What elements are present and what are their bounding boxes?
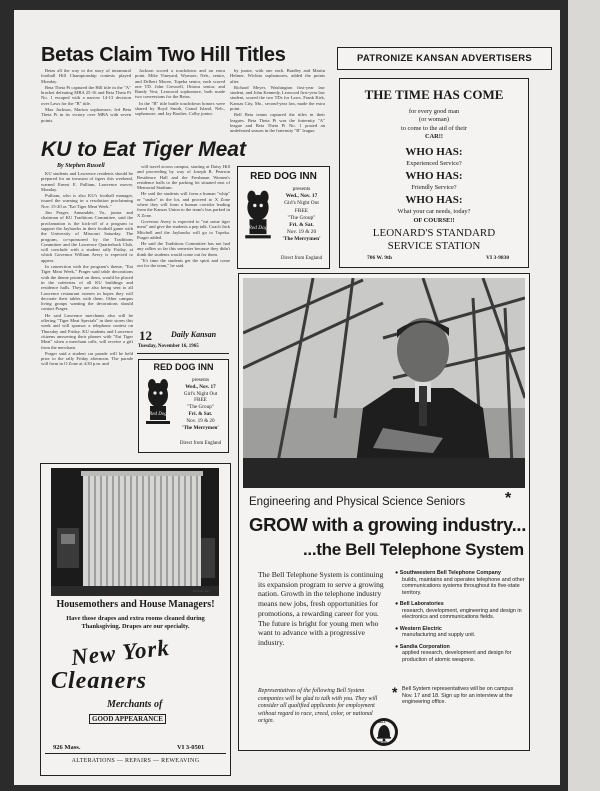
question-2: Friendly Service? bbox=[411, 184, 457, 191]
cleaners-logo bbox=[45, 634, 226, 736]
ku-col-2 bbox=[137, 164, 230, 314]
asterisk-icon: * bbox=[505, 490, 512, 507]
reddog-dog-logo-icon bbox=[142, 377, 174, 427]
cleaners-headline: Housemothers and House Managers! bbox=[56, 599, 215, 610]
company-desc: applied research, development and design for production of atomic weapons. bbox=[402, 650, 512, 663]
logo-good-appearance: GOOD APPEARANCE bbox=[89, 714, 166, 724]
leonard-ad bbox=[339, 78, 529, 268]
patronize-banner: PATRONIZE KANSAN ADVERTISERS bbox=[337, 47, 552, 70]
bell-companies bbox=[395, 570, 525, 668]
cleaners-services: ALTERATIONS — REPAIRS — REWEAVING bbox=[71, 758, 200, 764]
reddog-origin: Direct from England bbox=[179, 441, 222, 446]
presents-text: presents bbox=[192, 377, 209, 383]
of-course: OF COURSE!! bbox=[413, 217, 455, 224]
reddog-ad-large bbox=[237, 166, 330, 269]
who-has-3: WHO HAS: bbox=[405, 194, 463, 206]
who-has-1: WHO HAS: bbox=[405, 146, 463, 158]
event-text: Girl's Night Out bbox=[183, 390, 218, 397]
folio-line bbox=[137, 328, 229, 356]
leonard-intro bbox=[340, 108, 528, 142]
reddog-ad-small bbox=[138, 359, 229, 453]
station-line-1: LEONARD'S STANDARD bbox=[372, 227, 496, 239]
company-name: Sandia Corporation bbox=[399, 643, 450, 650]
date-text: Wed., Nov. 17 bbox=[185, 383, 216, 390]
paragraph: Jim Prager, Annandale, Va., junior and chairman of KU Traditions Committee, said the proclamation is the kick-off of a program to support the Jayhawks in their football game with the University of Missouri Saturday. The program, co-sponsored by the Traditions Committee and the Lawrence Quarterback Club, will conclude with a student rally Friday, at which Governor William Avery is expected to appear. bbox=[41, 210, 133, 263]
reddog-dog-logo-icon bbox=[241, 188, 275, 242]
company-name: Western Electric bbox=[399, 625, 442, 632]
paragraph: KU students and Lawrence residents should be prepared for an invasion of tigers this weekend, warned Ernest E. Pulliam, Lawrence mover, Monday. bbox=[41, 171, 133, 192]
adjacent-page-edge bbox=[568, 0, 600, 791]
company-item: ● Bell Laboratories research, development, engineering and design in electronics and communications fields. bbox=[395, 601, 525, 621]
bell-body: The Bell Telephone System is continuing its expansion program to serve a growing nation. Growth in the telephone industry means new jobs, fresh opportunities for promotions, a rewarding career for you. The future is bright for young men who want to advance with a progressive industry. bbox=[258, 570, 384, 647]
station-line-2: SERVICE STATION bbox=[387, 240, 481, 252]
intro-line: for every good man bbox=[408, 108, 460, 115]
logo-new-york: New York bbox=[69, 634, 171, 671]
reddog-origin: Direct from England bbox=[280, 256, 323, 261]
paragraph: Governor Avery is expected to "eat some tiger meat" and give the students a pep talk. Coach Jack Mitchell and the Jayhawks will go to Topeka. Prager added. bbox=[137, 218, 230, 240]
betas-col-2 bbox=[135, 68, 225, 138]
logo-text-top: BELL bbox=[378, 720, 386, 724]
band-text: 'The Merrymen' bbox=[182, 424, 219, 431]
ku-byline: By Stephen Russell bbox=[57, 163, 105, 169]
paragraph: In the "B" title battle touchdown honors were shared by Boyd Smith, Grand Island, Neb., sophomore, and Jay Boulier, Colby junior. bbox=[135, 100, 225, 117]
bell-system: ...the Bell Telephone System bbox=[303, 540, 524, 559]
paragraph: by junior, with one each. Bradley and Martin Helmer, Wichita sophomores, added the points after. bbox=[230, 68, 325, 84]
bell-grow: GROW with a growing industry... bbox=[249, 514, 527, 535]
bell-reps: Representatives of the following Bell System companies will be glad to talk with you. They will consider all qualified applicants for employment without regard to race, creed, color, or national origin. bbox=[258, 688, 378, 724]
betas-col-1 bbox=[41, 68, 131, 138]
date-text: Nov. 19 & 20 bbox=[286, 229, 317, 236]
reddog-name: RED DOG INN bbox=[250, 171, 317, 182]
betas-headline: Betas Claim Two Hill Titles bbox=[41, 44, 286, 66]
who-has-2: WHO HAS: bbox=[405, 170, 463, 182]
event-text: Girl's Night Out bbox=[284, 200, 319, 207]
paragraph: will travel across campus, starting at Daisy Hill and proceeding by way of Joseph R. Pearson Residence Hall and the Freshman Women's residence halls to the parking lot situated east of Memorial Stadium. bbox=[137, 164, 230, 191]
date-text: Wed., Nov. 17 bbox=[285, 193, 318, 200]
station-phone: VI 3-9830 bbox=[486, 255, 510, 261]
photo-credit: Drapes, inc. bbox=[193, 589, 210, 593]
intro-line: to come to the aid of their bbox=[400, 124, 468, 132]
group-text: "The Group" bbox=[287, 214, 316, 221]
bell-top-line: Engineering and Physical Science Seniors bbox=[249, 496, 466, 508]
free-text: FREE bbox=[194, 397, 207, 404]
paragraph: Pulliam, who is also KU's football manager, issued the warning in a resolution proclaiming Nov. 15-20 as "Eat Tiger Meat Week." bbox=[41, 193, 133, 209]
presents-text: presents bbox=[292, 186, 311, 192]
page-number: 12 bbox=[139, 328, 152, 343]
company-desc: research, development, engineering and design in electronics and communications fields. bbox=[402, 607, 522, 620]
paragraph: He said Lawrence merchants also will be offering "Tiger Meat Specials" in their stores this week and will sponsor a telephone contest on Thursday and Friday. KU students and Lawrence citizens answering their phones with "Eat Tiger Meat" when a merchant calls, will receive a gift from the merchant. bbox=[41, 312, 133, 350]
paragraph: Richard Meyer, Washington first-year law student, and John Kennedy, Leawood first-year law student, scored the two TDs for Laws. Frank Kirk, Kansas City, Mo., second-year law, made the extra point. bbox=[230, 84, 325, 112]
company-item: ● Sandia Corporation applied research, development and design for production of atomic weapons. bbox=[395, 644, 525, 664]
date-text: Fri. & Sat. bbox=[188, 410, 213, 417]
reddog-details bbox=[274, 186, 329, 244]
cleaners-ad bbox=[40, 463, 231, 776]
ku-headline: KU to Eat Tiger Meat bbox=[41, 138, 246, 161]
intro-line: CAR!! bbox=[424, 133, 444, 141]
betas-col-3 bbox=[230, 68, 325, 146]
issue-date: Tuesday, November 16, 1965 bbox=[138, 344, 199, 349]
svg-text:Red Dog: Red Dog bbox=[149, 412, 167, 417]
bell-system-logo-icon bbox=[369, 717, 399, 747]
company-name: Southwestern Bell Telephone Company bbox=[399, 570, 501, 576]
paper-name: Daily Kansan bbox=[171, 330, 217, 339]
bell-ad bbox=[238, 273, 530, 751]
asterisk-icon: * bbox=[392, 684, 398, 700]
paragraph: Jackson scored a touchdown and an extra point. Mike Vineyard, Wymore, Neb., senior, and Delbert Moore, Topeka senior, each scored one TD. John Creswell, Ottawa senior, and Randy Vest, Leawood sophomore, both made two conversions for the Betas. bbox=[135, 68, 225, 100]
leonard-headline: THE TIME HAS COME bbox=[364, 87, 504, 102]
paragraph: Beta Theta Pi captured the Hill title in the "A" bracket defeating MBA 25-16 and Beta Theta Pi No. 1 escaped with a narrow 14-13 decision over Laws for the "B" title. bbox=[41, 84, 131, 106]
free-text: FREE bbox=[294, 207, 309, 214]
band-text: 'The Merrymen' bbox=[282, 236, 321, 243]
paragraph: Betas all the way to the story of intramural football Hill Championship contests played Monday. bbox=[41, 68, 131, 84]
bell-visit: Bell System representatives will be on campus Nov. 17 and 18. Sign up for an interview at the engineering office. bbox=[402, 686, 514, 706]
drapes-photo bbox=[51, 468, 219, 596]
company-desc: manufacturing and supply unit. bbox=[402, 632, 476, 638]
paragraph: Prager said a student car parade will be held prior to the rally Friday afternoon. The parade will form in O Zone at 4:30 p.m. and bbox=[41, 350, 133, 367]
date-text: Fri. & Sat. bbox=[289, 222, 314, 229]
ku-col-1 bbox=[41, 171, 133, 459]
intro-line: (or woman) bbox=[419, 116, 449, 124]
paragraph: In connection with the program's theme, "Eat Tiger Meat Week," Prager said table decorations with the theme printed on them, would be placed in the cafeterias of all KU buildings and residence halls. They are also being sent to all Lawrence restaurant owners in hopes they will decorate their tables with them. Other campus living groups wanting the decorations should contact Prager. bbox=[41, 264, 133, 312]
company-name: Bell Laboratories bbox=[399, 601, 444, 607]
engineer-photo bbox=[243, 278, 525, 488]
reddog-details bbox=[173, 377, 228, 431]
group-text: "The Group" bbox=[187, 404, 214, 411]
question-1: Experienced Service? bbox=[406, 160, 462, 167]
date-text: Nov. 19 & 20 bbox=[186, 417, 215, 424]
reddog-name: RED DOG INN bbox=[153, 362, 214, 372]
paragraph: He said the Traditions Committee has not had any rallies so far this semester because they didn't think the students would come out for them. bbox=[137, 241, 230, 257]
paragraph: "It's time the students get the spirit and come out for the team," he said. bbox=[137, 258, 230, 269]
logo-text-bottom: SYSTEM bbox=[376, 741, 387, 744]
cleaners-phone: VI 3-0501 bbox=[177, 744, 205, 751]
cleaners-address: 926 Mass. bbox=[53, 744, 81, 751]
company-item: ● Western Electric manufacturing and supply unit. bbox=[395, 626, 525, 639]
station-address: 706 W. 9th bbox=[367, 255, 392, 261]
logo-cleaners: Cleaners bbox=[51, 668, 148, 694]
paragraph: Max Jackson, Marion sophomore, led Beta Theta Pi in its victory over MBA with seven points. bbox=[41, 107, 131, 123]
company-desc: builds, maintains and operates telephone and other communications systems throughout its five-state territory. bbox=[402, 576, 525, 596]
company-item: ● Southwestern Bell Telephone Company builds, maintains and operates telephone and other communications systems throughout its five-state territory. bbox=[395, 570, 525, 596]
paragraph: He said the students will form a human "whip" or "snake" in the lot, and proceed to X Zone where they will form a human corridor leading from the Kansas Union to the team's bus parked in X Zone. bbox=[137, 191, 230, 218]
cleaners-body: Have those drapes and extra rooms cleaned during Thanksgiving. Drapes are our specialty. bbox=[66, 615, 205, 630]
logo-merchants-of: Merchants of bbox=[107, 699, 163, 710]
svg-text:Red Dog: Red Dog bbox=[248, 224, 268, 231]
question-3: What your car needs, today? bbox=[397, 208, 471, 215]
paragraph: Bell Beta teams captured the titles in their leagues. Beta Theta Pi was the fraternity "A" league and Beta Theta Pi No. 1 posted an undefeated season in the fraternity "B" league. bbox=[230, 112, 325, 134]
